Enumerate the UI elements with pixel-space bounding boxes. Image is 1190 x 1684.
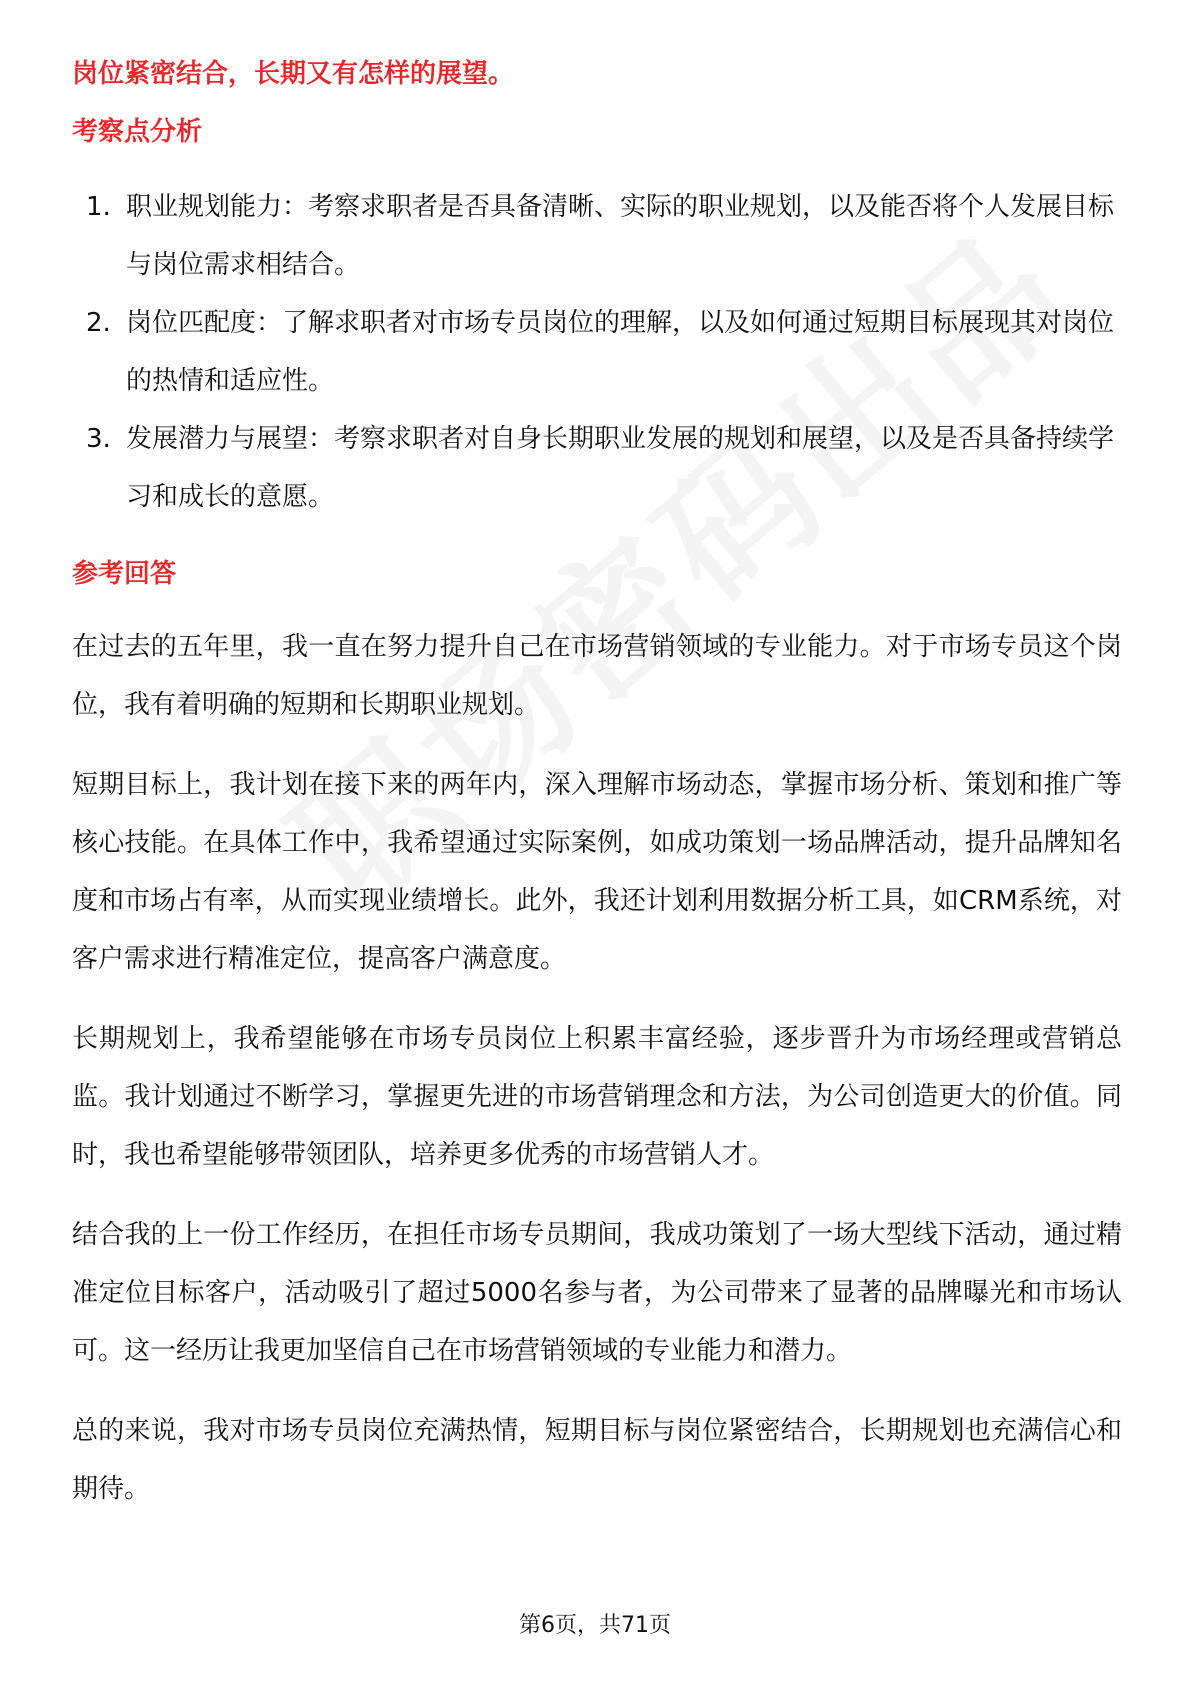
analysis-heading: 考察点分析 — [72, 117, 203, 147]
page-content — [72, 56, 1122, 1518]
list-item — [72, 178, 1122, 294]
answer-paragraph: 结合我的上一份工作经历，在担任市场专员期间，我成功策划了一场大型线下活动，通过精准定位目标客户，活动吸引了超过5000名参与者，为公司带来了显著的品牌曝光和市场认可。这一经历让我更加坚信自己在市场营销领域的专业能力和潜力。 — [72, 1220, 1122, 1366]
list-item-number: 1. — [86, 192, 111, 222]
list-item-text: 岗位匹配度：了解求职者对市场专员岗位的理解，以及如何通过短期目标展现其对岗位的热情和适应性。 — [126, 308, 1115, 396]
answer-paragraph: 短期目标上，我计划在接下来的两年内，深入理解市场动态，掌握市场分析、策划和推广等核心技能。在具体工作中，我希望通过实际案例，如成功策划一场品牌活动，提升品牌知名度和市场占有率，从而实现业绩增长。此外，我还计划利用数据分析工具，如CRM系统，对客户需求进行精准定位，提高客户满意度。 — [72, 770, 1122, 974]
list-item — [72, 410, 1122, 526]
intro-line: 岗位紧密结合，长期又有怎样的展望。 — [72, 59, 515, 89]
list-item-text: 发展潜力与展望：考察求职者对自身长期职业发展的规划和展望，以及是否具备持续学习和成长的意愿。 — [126, 424, 1115, 512]
list-item-number: 2. — [86, 308, 111, 338]
list-item-text: 职业规划能力：考察求职者是否具备清晰、实际的职业规划，以及能否将个人发展目标与岗位需求相结合。 — [126, 192, 1115, 280]
list-item — [72, 294, 1122, 410]
answer-paragraph: 长期规划上，我希望能够在市场专员岗位上积累丰富经验，逐步晋升为市场经理或营销总监。我计划通过不断学习，掌握更先进的市场营销理念和方法，为公司创造更大的价值。同时，我也希望能够带领团队，培养更多优秀的市场营销人才。 — [72, 1024, 1122, 1170]
answer-paragraph: 在过去的五年里，我一直在努力提升自己在市场营销领域的专业能力。对于市场专员这个岗位，我有着明确的短期和长期职业规划。 — [72, 632, 1122, 720]
list-item-number: 3. — [86, 424, 111, 454]
answer-paragraph: 总的来说，我对市场专员岗位充满热情，短期目标与岗位紧密结合，长期规划也充满信心和期待。 — [72, 1416, 1122, 1504]
page-number-footer: 第6页，共71页 — [519, 1613, 671, 1638]
analysis-list — [72, 178, 1122, 526]
answer-heading: 参考回答 — [72, 559, 177, 589]
